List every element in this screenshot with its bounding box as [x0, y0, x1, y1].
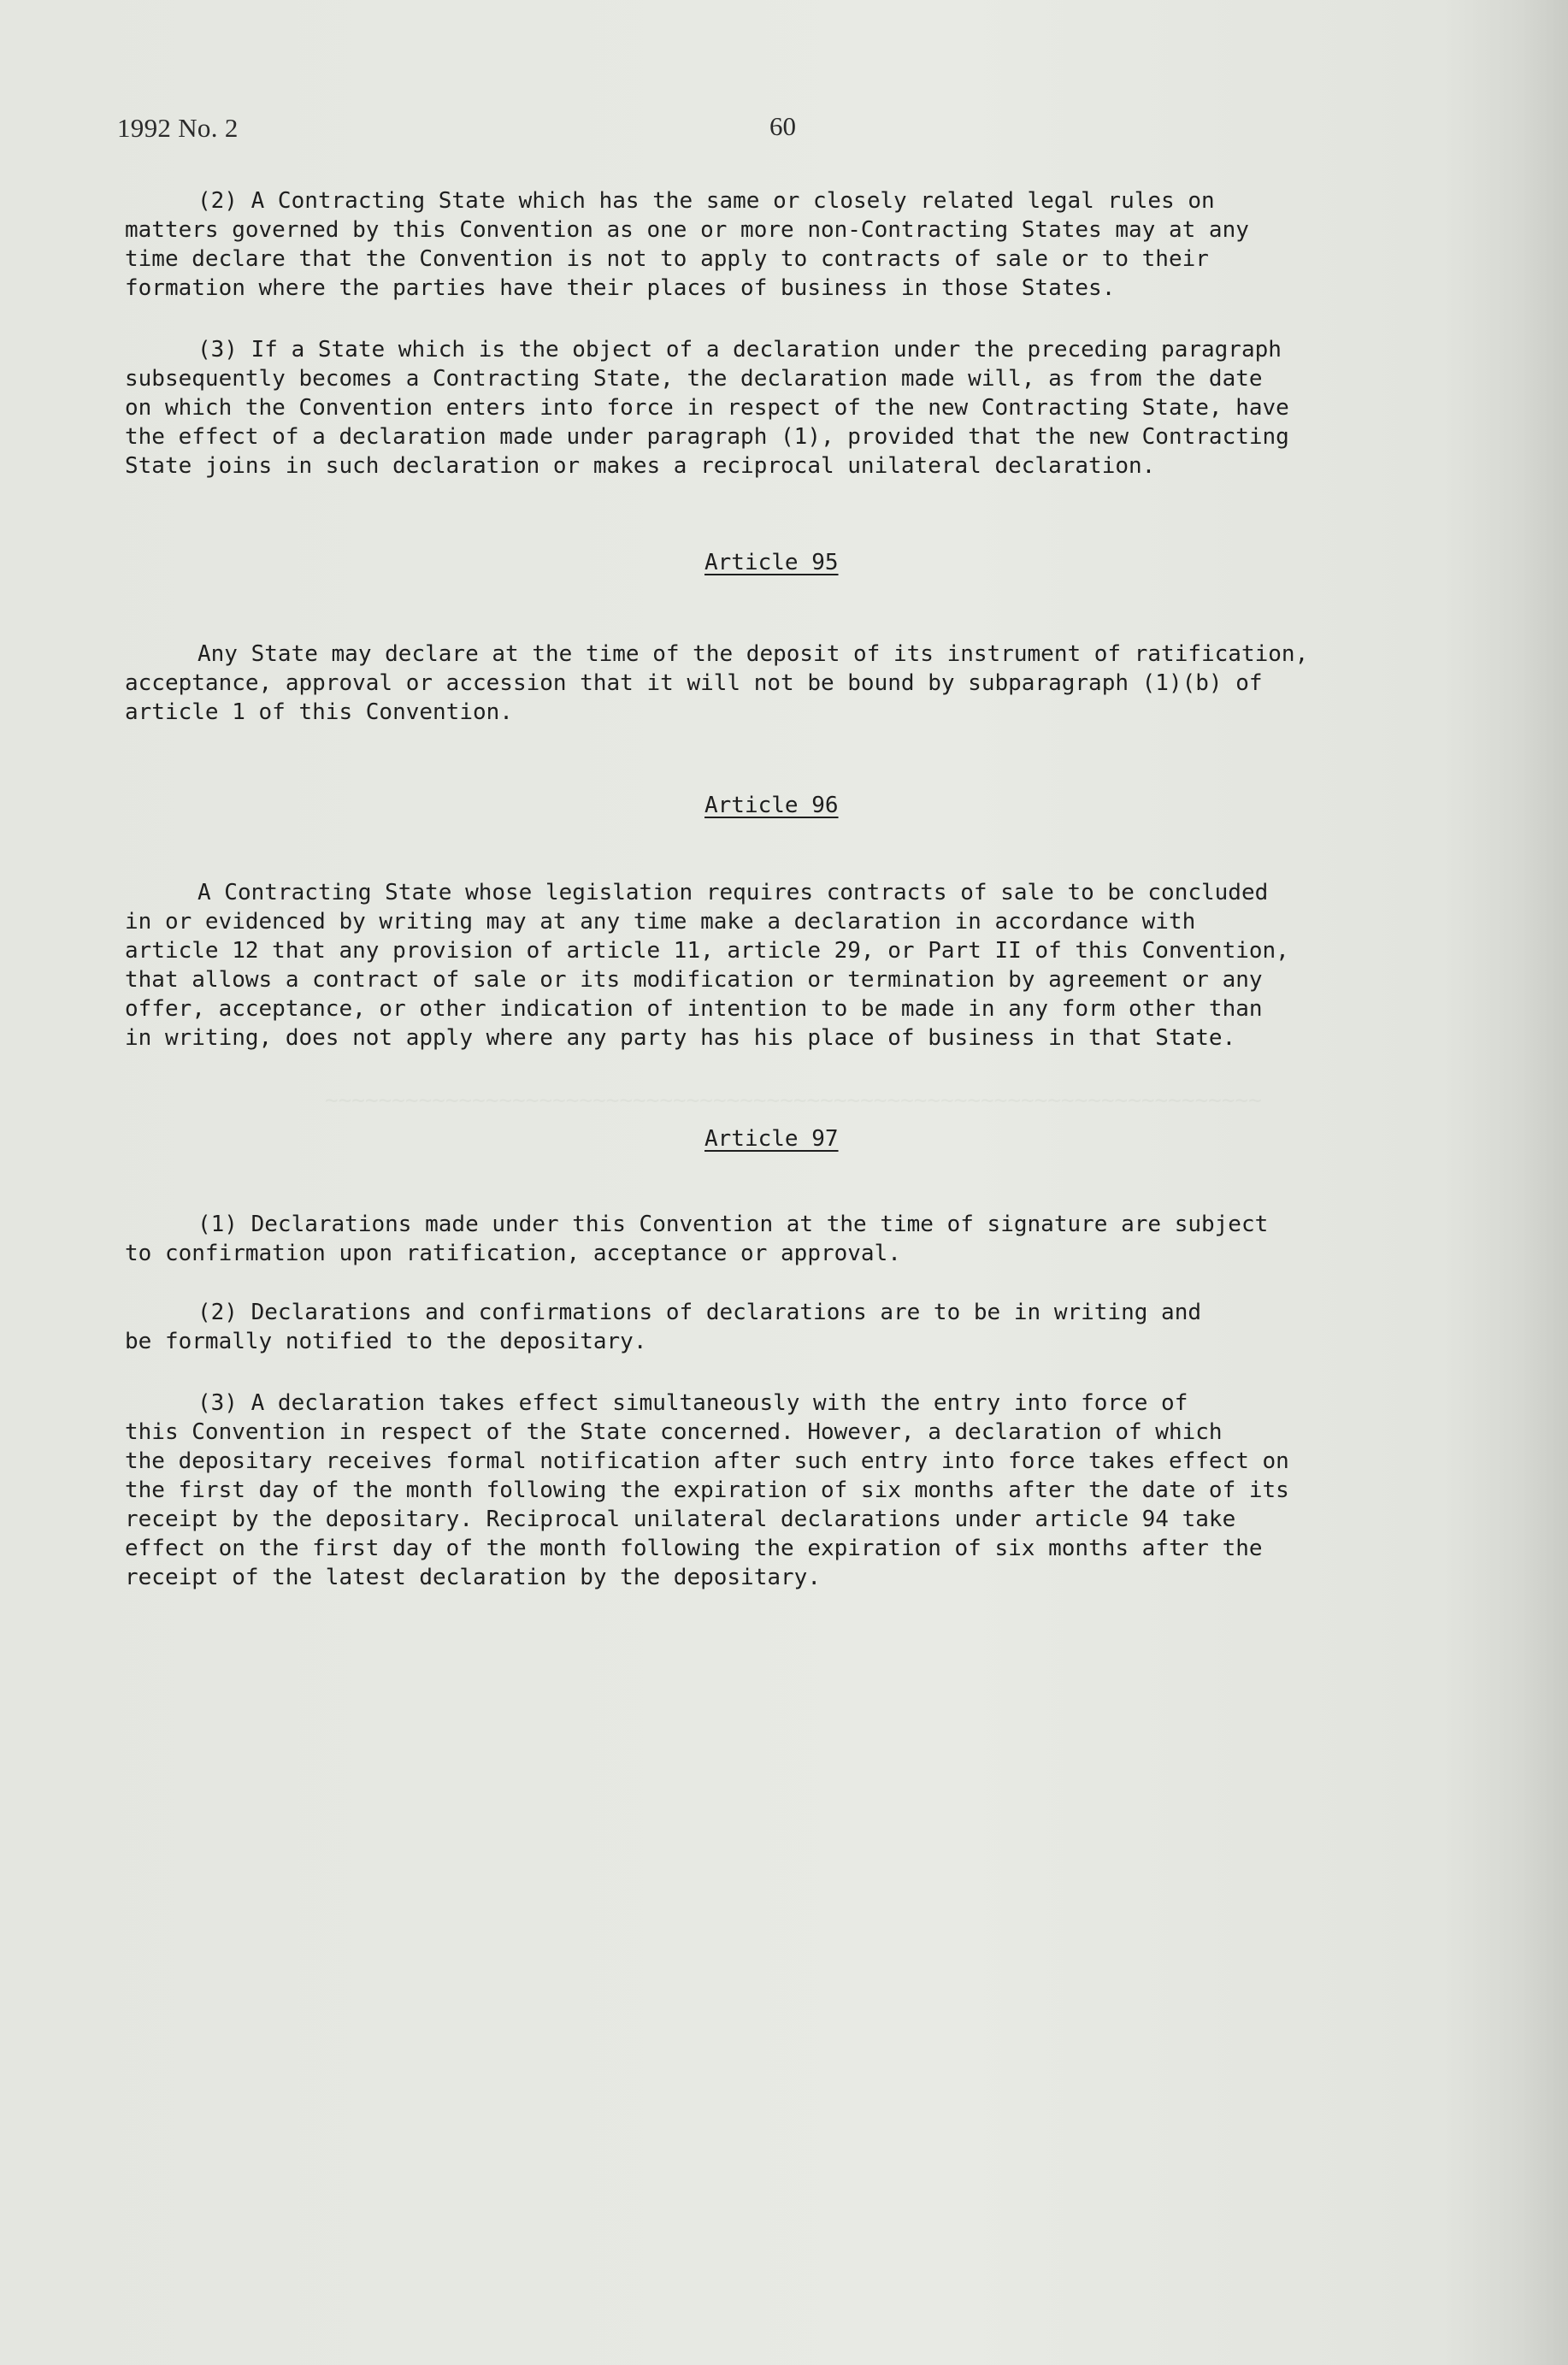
article-94-paragraph-2: (2) A Contracting State which has the same or closely related legal rules on matters governed by this Convention as one or more non-Contracting States may at any time declare that the Convention is not to apply to contracts of sale or to their formation where the parties have their places of business in those States.: [125, 188, 1249, 301]
article-95-heading: Article 95: [704, 550, 839, 575]
article-96-heading: Article 96: [704, 793, 839, 818]
article-97-paragraph-2: (2) Declarations and confirmations of declarations are to be in writing and be formally notified to the depositary.: [125, 1300, 1201, 1354]
article-97-paragraph-3: (3) A declaration takes effect simultaneously with the entry into force of this Convention in respect of the State concerned. However, a declaration of which the depositary receives formal notification after such entry into force takes effect on the first day of the month following the expiration of six months after the date of its receipt by the depositary. Reciprocal unilateral declarations under article 94 take effect on the first day of the month following the expiration of six months after the receipt of the latest declaration by the depositary.: [125, 1390, 1289, 1590]
article-95-text: Any State may declare at the time of the deposit of its instrument of ratification, acceptance, approval or accession that it will not be bound by subparagraph (1)(b) of article 1 of this Convention.: [125, 641, 1309, 725]
document-reference: 1992 No. 2: [117, 113, 239, 143]
article-97-heading: Article 97: [704, 1126, 839, 1152]
article-96-text: A Contracting State whose legislation requires contracts of sale to be concluded in or evidenced by writing may at any time make a declaration in accordance with article 12 that any provision of article 11, article 29, or Part II of this Convention, that allows a contract of sale or its modification or termination by agreement or any offer, acceptance, or other indication of intention to be made in any form other than in writing, does not apply where any party has his place of business in that State.: [125, 880, 1289, 1051]
article-97-paragraph-1: (1) Declarations made under this Convention at the time of signature are subject to confirmation upon ratification, acceptance or approval.: [125, 1212, 1269, 1266]
page-number: 60: [769, 111, 796, 141]
article-94-paragraph-3: (3) If a State which is the object of a declaration under the preceding paragraph subsequently becomes a Contracting State, the declaration made will, as from the date on which the Convention enters into force in respect of the new Contracting State, have the effect of a declaration made under paragraph (1), provided that the new Contracting State joins in such declaration or makes a reciprocal unilateral declaration.: [125, 337, 1289, 479]
show-through-texture: ~~~~~~~~~~~~~~~~~~~~~~~~~~~~~~~~~~~~~~~~~~~~~~~~~~~~~~~~~~~~~~~~~~~~~~: [325, 1088, 1262, 1113]
